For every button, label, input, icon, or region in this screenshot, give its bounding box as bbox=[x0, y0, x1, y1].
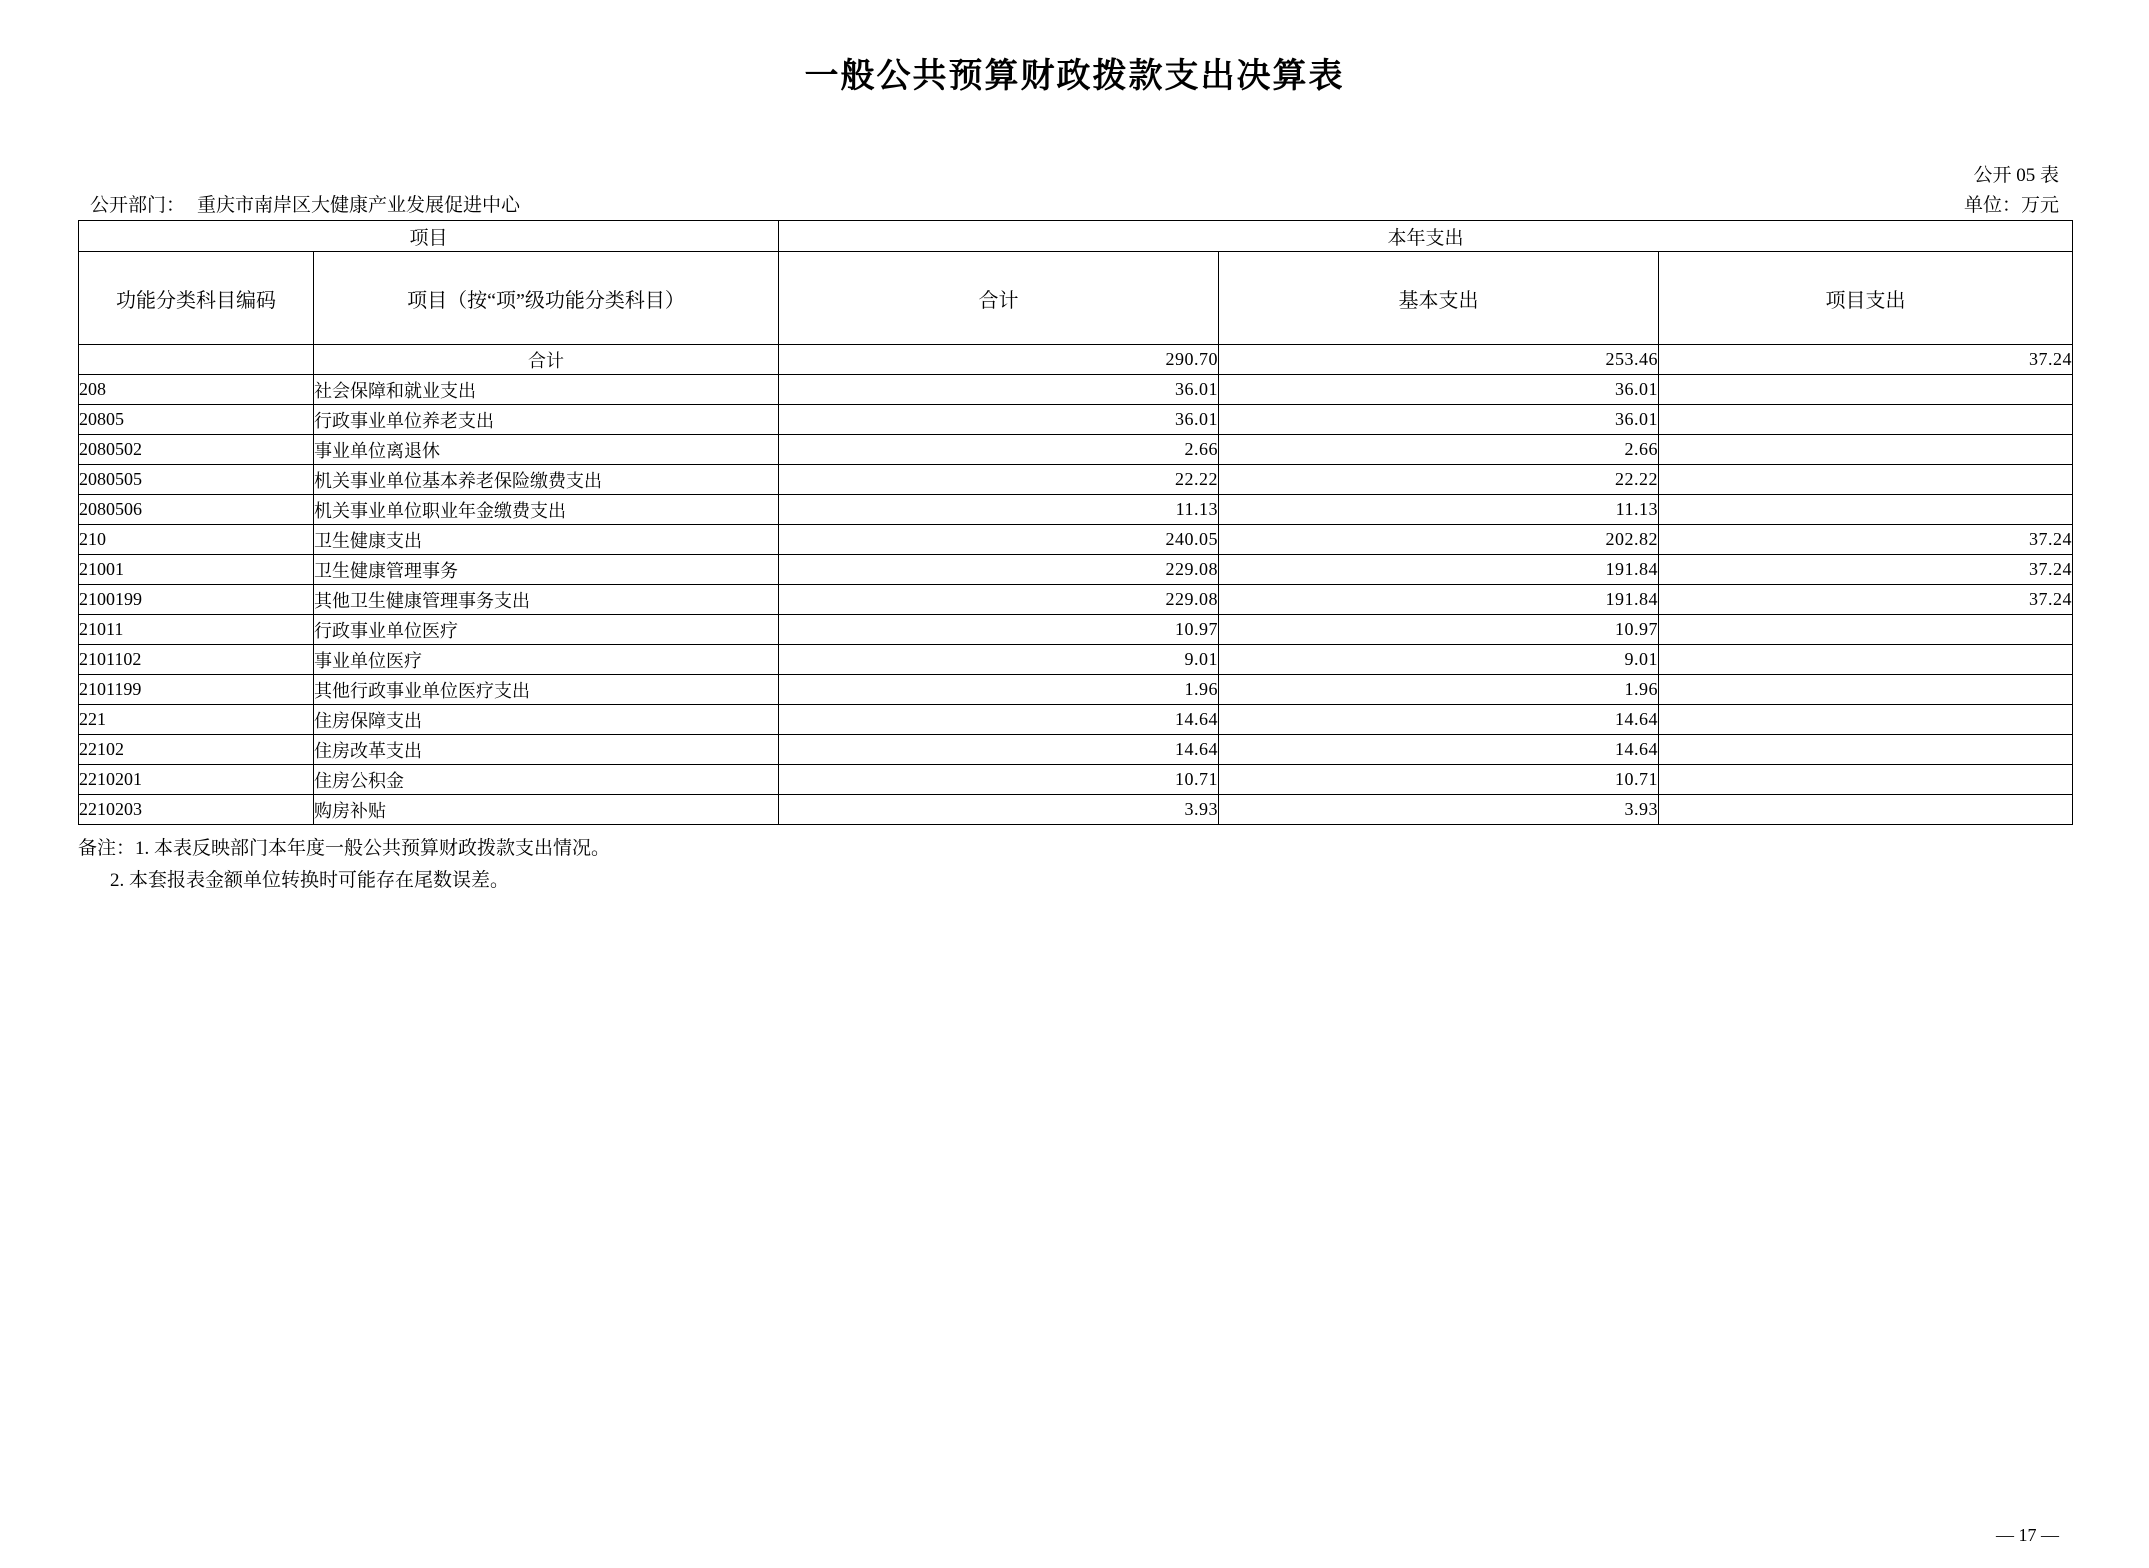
table-row bbox=[79, 735, 2073, 765]
page-title: 一般公共预算财政拨款支出决算表 bbox=[804, 56, 1345, 96]
cell-total: 2.66 bbox=[779, 435, 1219, 465]
cell-name: 住房保障支出 bbox=[314, 705, 779, 735]
cell-project: 37.24 bbox=[1659, 555, 2073, 585]
cell-code: 21001 bbox=[79, 555, 314, 585]
cell-project: 37.24 bbox=[1659, 525, 2073, 555]
group-header-item: 项目 bbox=[79, 221, 779, 252]
cell-project bbox=[1659, 465, 2073, 495]
cell-name: 住房改革支出 bbox=[314, 735, 779, 765]
cell-code: 2210201 bbox=[79, 765, 314, 795]
cell-total: 11.13 bbox=[779, 495, 1219, 525]
department-name: 重庆市南岸区大健康产业发展促进中心 bbox=[197, 195, 521, 216]
table-row bbox=[79, 765, 2073, 795]
cell-total: 3.93 bbox=[779, 795, 1219, 825]
cell-basic: 191.84 bbox=[1219, 555, 1659, 585]
cell-name: 事业单位离退休 bbox=[314, 435, 779, 465]
group-header-current-year: 本年支出 bbox=[779, 221, 2073, 252]
cell-project: 37.24 bbox=[1659, 345, 2073, 375]
cell-basic: 9.01 bbox=[1219, 645, 1659, 675]
table-row bbox=[79, 495, 2073, 525]
cell-project bbox=[1659, 435, 2073, 465]
cell-code: 22102 bbox=[79, 735, 314, 765]
cell-project bbox=[1659, 615, 2073, 645]
cell-total: 36.01 bbox=[779, 405, 1219, 435]
table-row bbox=[79, 435, 2073, 465]
cell-code: 2080502 bbox=[79, 435, 314, 465]
cell-total: 14.64 bbox=[779, 735, 1219, 765]
table-row bbox=[79, 585, 2073, 615]
table-column-header-row bbox=[79, 252, 2073, 345]
unit-label: 单位：万元 bbox=[1963, 195, 2059, 216]
cell-project: 37.24 bbox=[1659, 585, 2073, 615]
cell-name: 合计 bbox=[314, 345, 779, 375]
cell-code: 221 bbox=[79, 705, 314, 735]
table-row bbox=[79, 795, 2073, 825]
cell-code: 2210203 bbox=[79, 795, 314, 825]
cell-basic: 36.01 bbox=[1219, 375, 1659, 405]
cell-project bbox=[1659, 675, 2073, 705]
cell-name: 购房补贴 bbox=[314, 795, 779, 825]
cell-total: 9.01 bbox=[779, 645, 1219, 675]
column-header-project: 项目支出 bbox=[1659, 252, 2073, 345]
column-header-name: 项目（按“项”级功能分类科目） bbox=[314, 252, 779, 345]
department-label: 公开部门： bbox=[90, 195, 186, 216]
cell-name: 事业单位医疗 bbox=[314, 645, 779, 675]
cell-name: 机关事业单位职业年金缴费支出 bbox=[314, 495, 779, 525]
cell-code: 208 bbox=[79, 375, 314, 405]
cell-name: 机关事业单位基本养老保险缴费支出 bbox=[314, 465, 779, 495]
cell-total: 240.05 bbox=[779, 525, 1219, 555]
cell-name: 社会保障和就业支出 bbox=[314, 375, 779, 405]
table-row bbox=[79, 705, 2073, 735]
cell-code bbox=[79, 345, 314, 375]
budget-table bbox=[78, 220, 2073, 825]
cell-basic: 202.82 bbox=[1219, 525, 1659, 555]
cell-total: 14.64 bbox=[779, 705, 1219, 735]
column-header-total: 合计 bbox=[779, 252, 1219, 345]
cell-basic: 10.71 bbox=[1219, 765, 1659, 795]
cell-project bbox=[1659, 765, 2073, 795]
cell-name: 卫生健康管理事务 bbox=[314, 555, 779, 585]
cell-total: 10.71 bbox=[779, 765, 1219, 795]
cell-code: 20805 bbox=[79, 405, 314, 435]
cell-code: 2080505 bbox=[79, 465, 314, 495]
column-header-basic: 基本支出 bbox=[1219, 252, 1659, 345]
cell-name: 其他行政事业单位医疗支出 bbox=[314, 675, 779, 705]
cell-total: 290.70 bbox=[779, 345, 1219, 375]
cell-basic: 11.13 bbox=[1219, 495, 1659, 525]
table-row bbox=[79, 675, 2073, 705]
note-line-2: 2. 本套报表金额单位转换时可能存在尾数误差。 bbox=[110, 870, 510, 891]
table-row bbox=[79, 645, 2073, 675]
cell-basic: 14.64 bbox=[1219, 705, 1659, 735]
cell-code: 2101199 bbox=[79, 675, 314, 705]
sheet-number-label: 公开 05 表 bbox=[1973, 165, 2059, 186]
department-line bbox=[90, 190, 520, 217]
cell-basic: 191.84 bbox=[1219, 585, 1659, 615]
table-row bbox=[79, 555, 2073, 585]
cell-project bbox=[1659, 705, 2073, 735]
cell-basic: 1.96 bbox=[1219, 675, 1659, 705]
cell-project bbox=[1659, 495, 2073, 525]
table-row bbox=[79, 615, 2073, 645]
table-row bbox=[79, 375, 2073, 405]
cell-basic: 10.97 bbox=[1219, 615, 1659, 645]
cell-basic: 2.66 bbox=[1219, 435, 1659, 465]
cell-project bbox=[1659, 375, 2073, 405]
column-header-code: 功能分类科目编码 bbox=[79, 252, 314, 345]
cell-code: 210 bbox=[79, 525, 314, 555]
document-page bbox=[0, 48, 2149, 1568]
table-row bbox=[79, 465, 2073, 495]
cell-code: 2101102 bbox=[79, 645, 314, 675]
table-group-header-row bbox=[79, 221, 2073, 252]
cell-name: 其他卫生健康管理事务支出 bbox=[314, 585, 779, 615]
cell-name: 行政事业单位养老支出 bbox=[314, 405, 779, 435]
cell-total: 229.08 bbox=[779, 555, 1219, 585]
cell-name: 住房公积金 bbox=[314, 765, 779, 795]
cell-basic: 3.93 bbox=[1219, 795, 1659, 825]
cell-basic: 22.22 bbox=[1219, 465, 1659, 495]
cell-total: 229.08 bbox=[779, 585, 1219, 615]
cell-total: 22.22 bbox=[779, 465, 1219, 495]
table-row bbox=[79, 345, 2073, 375]
table-row bbox=[79, 525, 2073, 555]
cell-total: 10.97 bbox=[779, 615, 1219, 645]
cell-project bbox=[1659, 645, 2073, 675]
cell-project bbox=[1659, 735, 2073, 765]
table-row bbox=[79, 405, 2073, 435]
page-number: — 17 — bbox=[1996, 1525, 2059, 1545]
cell-code: 21011 bbox=[79, 615, 314, 645]
cell-name: 行政事业单位医疗 bbox=[314, 615, 779, 645]
cell-total: 36.01 bbox=[779, 375, 1219, 405]
cell-basic: 14.64 bbox=[1219, 735, 1659, 765]
cell-project bbox=[1659, 795, 2073, 825]
cell-name: 卫生健康支出 bbox=[314, 525, 779, 555]
cell-basic: 253.46 bbox=[1219, 345, 1659, 375]
cell-project bbox=[1659, 405, 2073, 435]
cell-total: 1.96 bbox=[779, 675, 1219, 705]
cell-basic: 36.01 bbox=[1219, 405, 1659, 435]
cell-code: 2100199 bbox=[79, 585, 314, 615]
note-line-1: 备注：1. 本表反映部门本年度一般公共预算财政拨款支出情况。 bbox=[78, 838, 611, 859]
cell-code: 2080506 bbox=[79, 495, 314, 525]
